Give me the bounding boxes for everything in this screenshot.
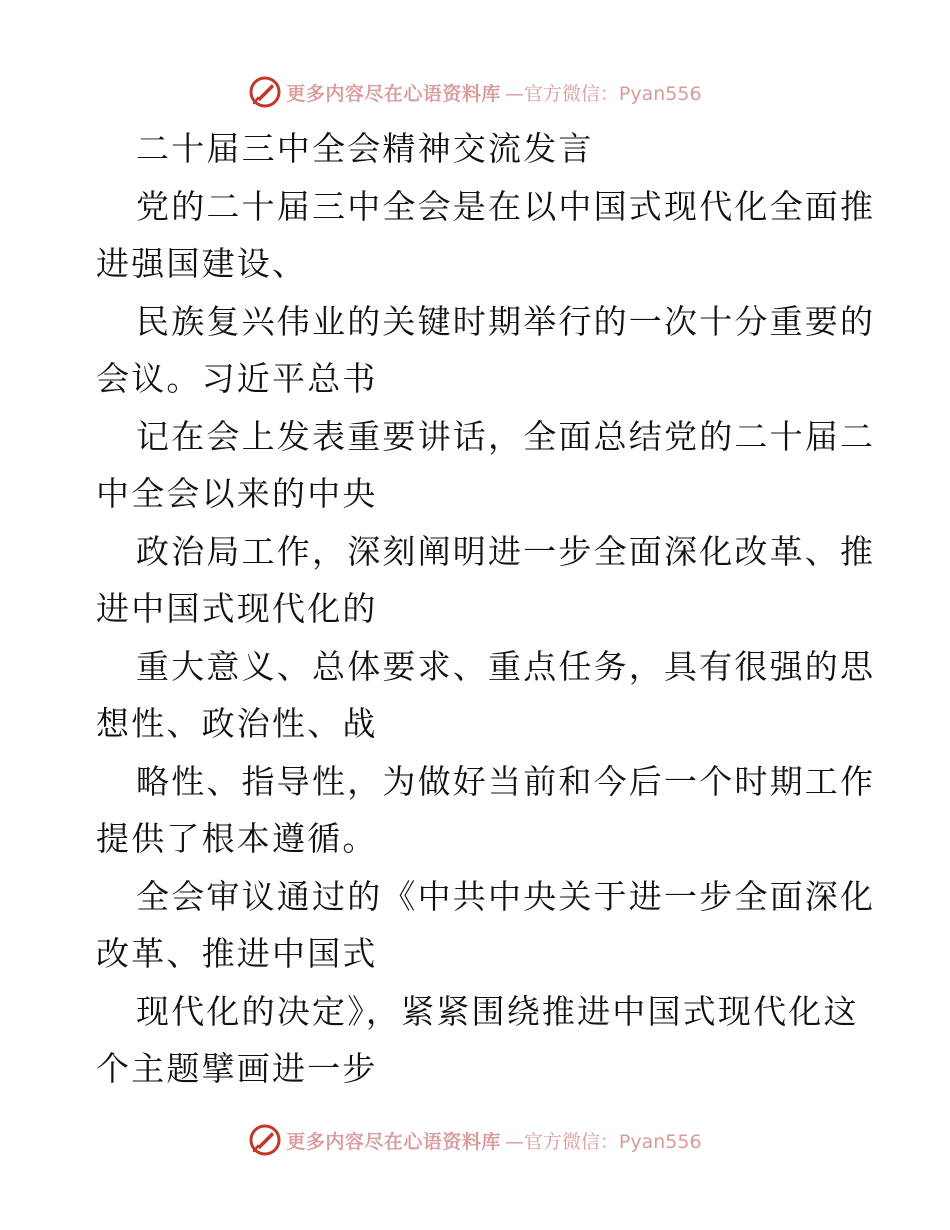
doc-title: 二十届三中全会精神交流发言 bbox=[136, 129, 594, 168]
text-line: 民族复兴伟业的关键时期举行的一次十分重要的 bbox=[136, 301, 876, 341]
text-line: 现代化的决定》，紧紧围绕推进中国式现代化这 bbox=[136, 991, 859, 1031]
watermark-group bbox=[248, 75, 701, 109]
watermark-suffix: —官方微信：Pyan556 bbox=[504, 1130, 702, 1153]
header-watermark bbox=[0, 72, 950, 112]
text-line: 全会审议通过的《中共中央关于进一步全面深化 bbox=[136, 876, 876, 916]
text-line: 改革、推进中国式 bbox=[96, 934, 378, 973]
text-line: 中全会以来的中央 bbox=[96, 474, 378, 513]
text-line: 政治局工作，深刻阐明进一步全面深化改革、推 bbox=[136, 531, 876, 571]
document-body bbox=[96, 120, 876, 1098]
text-line: 提供了根本遵循。 bbox=[96, 819, 378, 858]
text-line: 进中国式现代化的 bbox=[96, 589, 378, 628]
watermark-text: 更多内容尽在心语资料库 bbox=[286, 82, 501, 105]
watermark-suffix: —官方微信：Pyan556 bbox=[504, 82, 702, 105]
quill-logo-icon bbox=[248, 75, 282, 109]
text-line: 个主题擘画进一步 bbox=[96, 1049, 378, 1088]
text-line: 重大意义、总体要求、重点任务，具有很强的思 bbox=[136, 646, 876, 686]
watermark-text: 更多内容尽在心语资料库 bbox=[286, 1130, 501, 1153]
text-line: 略性、指导性，为做好当前和今后一个时期工作 bbox=[136, 761, 876, 801]
quill-logo-icon bbox=[248, 1123, 282, 1157]
text-line: 会议。习近平总书 bbox=[96, 359, 378, 398]
footer-watermark bbox=[0, 1120, 950, 1160]
text-line: 党的二十届三中全会是在以中国式现代化全面推 bbox=[136, 186, 876, 226]
text-line: 进强国建设、 bbox=[96, 244, 308, 283]
watermark-group bbox=[248, 1123, 701, 1157]
text-line: 记在会上发表重要讲话，全面总结党的二十届二 bbox=[136, 416, 876, 456]
text-line: 想性、政治性、战 bbox=[96, 704, 378, 743]
